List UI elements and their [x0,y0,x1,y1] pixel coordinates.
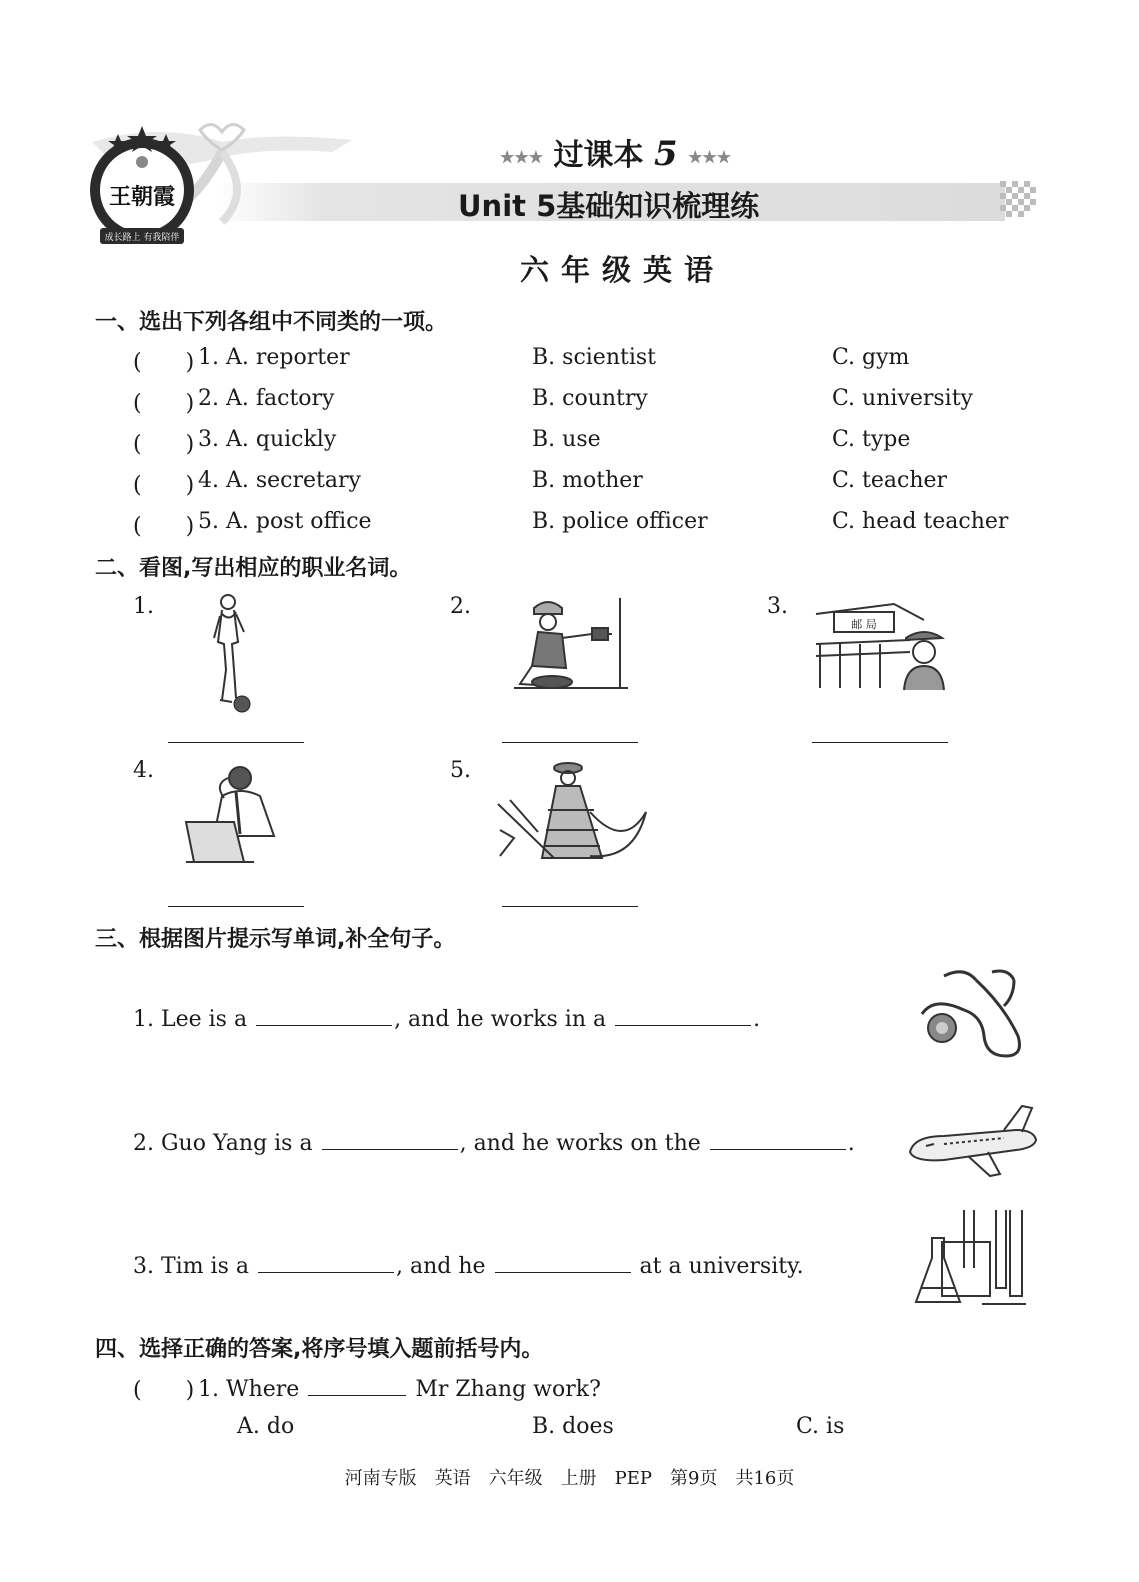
logo-slogan: 成长路上 有我陪伴 [104,233,180,243]
blank-field[interactable] [258,1250,394,1273]
list-item [0,345,1139,375]
sentence-text: , and he works on the [459,1131,701,1156]
answer-line[interactable] [502,906,638,907]
brand-logo [72,112,372,272]
post-office-sign: 邮 局 [851,618,877,631]
blank-field[interactable] [495,1250,631,1273]
list-item [0,386,1139,416]
star-icon: ★★★ [688,147,732,167]
option-b: B. police officer [532,509,708,534]
sentence-2 [133,1127,855,1156]
blank-field[interactable] [308,1373,406,1396]
football-player-icon [200,592,260,714]
picture-label: 5. [450,758,471,783]
option-a: 5. A. post office [198,509,372,534]
sentence-text: , and he works in a [394,1007,607,1032]
list-item [0,427,1139,457]
book-label [500,130,750,174]
answer-line[interactable] [502,742,638,743]
sentence-1 [133,1003,760,1032]
page-footer: 河南专版 英语 六年级 上册 PEP 第9页 共16页 [344,1468,795,1489]
question-text [198,1373,601,1402]
option-c: C. head teacher [832,509,1009,534]
picture-label: 3. [767,594,788,619]
sentence-text: , and he [395,1254,486,1279]
answer-parentheses[interactable]: ( ) [133,1378,195,1403]
unit-title: Unit 5基础知识梳理练 [458,189,760,223]
option-b: B. mother [532,468,643,493]
option-b: B. does [532,1414,614,1439]
section1-title: 一、选出下列各组中不同类的一项。 [95,310,448,335]
postman-post-office-icon [814,600,950,690]
option-a: 4. A. secretary [198,468,361,493]
stethoscope-icon [914,966,1026,1062]
section2-title: 二、看图,写出相应的职业名词。 [95,556,412,581]
section3-title: 三、根据图片提示写单词,补全句子。 [95,927,456,952]
option-c: C. gym [832,345,910,370]
book-number: 5 [653,134,678,174]
option-b: B. use [532,427,601,452]
sentence-text: 2. Guo Yang is a [133,1131,313,1156]
blank-field[interactable] [710,1127,846,1150]
question-text-a: 1. Where [198,1377,300,1402]
sentence-text: at a university. [639,1254,804,1279]
option-c: C. teacher [832,468,948,493]
option-a: 1. A. reporter [198,345,350,370]
sentence-3 [133,1250,804,1279]
businessman-laptop-icon [184,762,282,866]
picture-label: 1. [133,594,154,619]
option-a: 2. A. factory [198,386,335,411]
question-text-b: Mr Zhang work? [415,1377,601,1402]
picture-label: 2. [450,594,471,619]
blank-field[interactable] [322,1127,458,1150]
grade-title: 六年级英语 [520,253,726,287]
sentence-text: 3. Tim is a [133,1254,249,1279]
answer-line[interactable] [168,906,304,907]
section4-title: 四、选择正确的答案,将序号填入题前括号内。 [95,1337,544,1362]
answer-parentheses[interactable]: ( ) [133,350,195,375]
list-item [0,509,1139,539]
book-label-text: 过课本 [553,138,644,173]
sentence-text: . [753,1007,761,1032]
option-c: C. type [832,427,911,452]
option-c: C. is [796,1414,845,1439]
answer-parentheses[interactable]: ( ) [133,391,195,416]
checker-pattern [1000,181,1040,223]
sentence-text: 1. Lee is a [133,1007,248,1032]
option-c: C. university [832,386,973,411]
lab-flask-icon [912,1208,1030,1308]
options-row [0,1414,1139,1444]
option-a: 3. A. quickly [198,427,337,452]
worker-drilling-icon [512,594,630,696]
option-b: B. country [532,386,648,411]
logo-text: 王朝霞 [108,184,176,210]
list-item [0,468,1139,498]
answer-parentheses[interactable]: ( ) [133,514,195,539]
question-1 [0,1373,1139,1403]
picture-label: 4. [133,758,154,783]
answer-parentheses[interactable]: ( ) [133,432,195,457]
answer-parentheses[interactable]: ( ) [133,473,195,498]
answer-line[interactable] [168,742,304,743]
blank-field[interactable] [615,1003,751,1026]
airplane-icon [904,1100,1040,1180]
star-icon: ★★★ [500,147,544,167]
fisherman-boat-icon [494,760,650,862]
option-a: A. do [237,1414,295,1439]
blank-field[interactable] [256,1003,392,1026]
sentence-text: . [847,1131,855,1156]
answer-line[interactable] [812,742,948,743]
option-b: B. scientist [532,345,656,370]
